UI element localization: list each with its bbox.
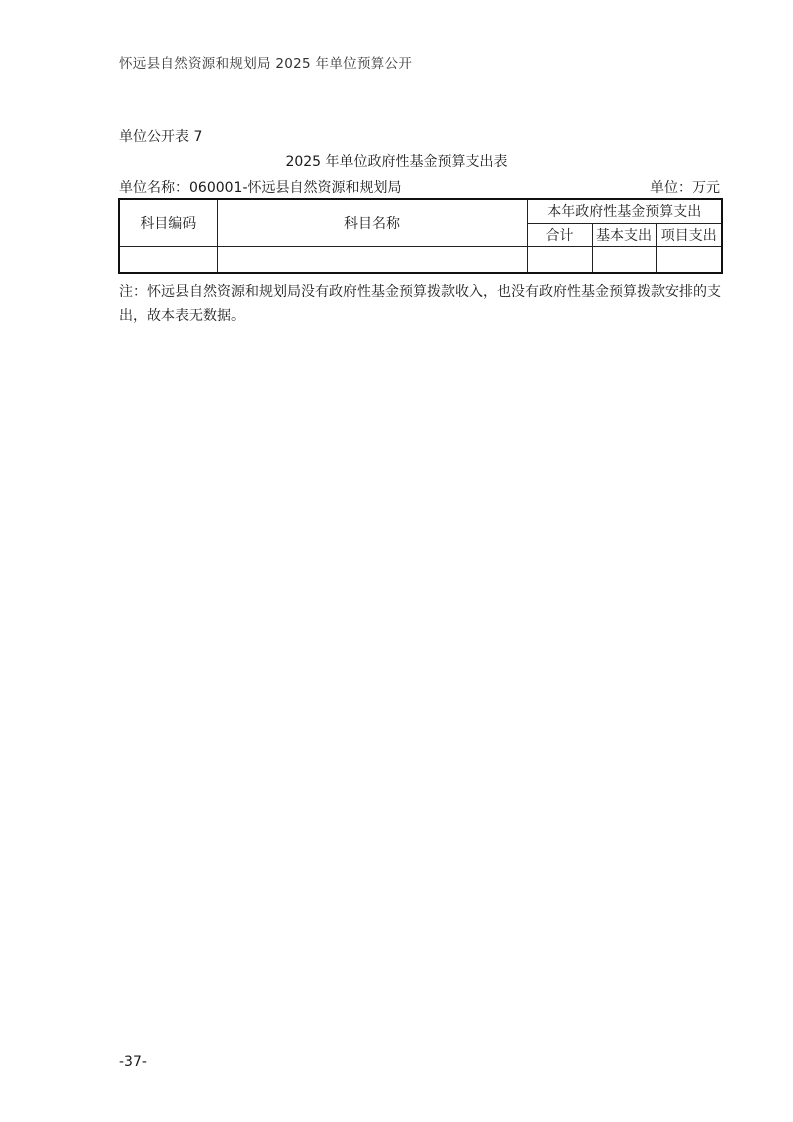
running-header: 怀远县自然资源和规划局 2025 年单位预算公开 bbox=[119, 56, 413, 72]
header-project-expenditure: 项目支出 bbox=[656, 223, 722, 246]
table-cell bbox=[119, 246, 217, 273]
header-subject-name: 科目名称 bbox=[217, 199, 527, 246]
table-cell bbox=[527, 246, 592, 273]
unit-name: 单位名称：060001-怀远县自然资源和规划局 bbox=[119, 180, 402, 196]
table-cell bbox=[656, 246, 722, 273]
header-total: 合计 bbox=[527, 223, 592, 246]
header-basic-expenditure: 基本支出 bbox=[592, 223, 656, 246]
unit-label: 单位：万元 bbox=[650, 180, 720, 196]
table-cell bbox=[592, 246, 656, 273]
table-number: 单位公开表 7 bbox=[119, 129, 203, 145]
header-subject-code: 科目编码 bbox=[119, 199, 217, 246]
header-expenditure-group: 本年政府性基金预算支出 bbox=[527, 199, 722, 223]
table-title: 2025 年单位政府性基金预算支出表 bbox=[285, 154, 508, 170]
budget-table bbox=[118, 198, 723, 274]
table-cell bbox=[217, 246, 527, 273]
table-note: 注：怀远县自然资源和规划局没有政府性基金预算拨款收入，也没有政府性基金预算拨款安排的支出，故本表无数据。 bbox=[119, 284, 721, 324]
page-number: -37- bbox=[119, 1054, 147, 1070]
table-row bbox=[119, 246, 722, 273]
table-header-row bbox=[119, 199, 722, 223]
